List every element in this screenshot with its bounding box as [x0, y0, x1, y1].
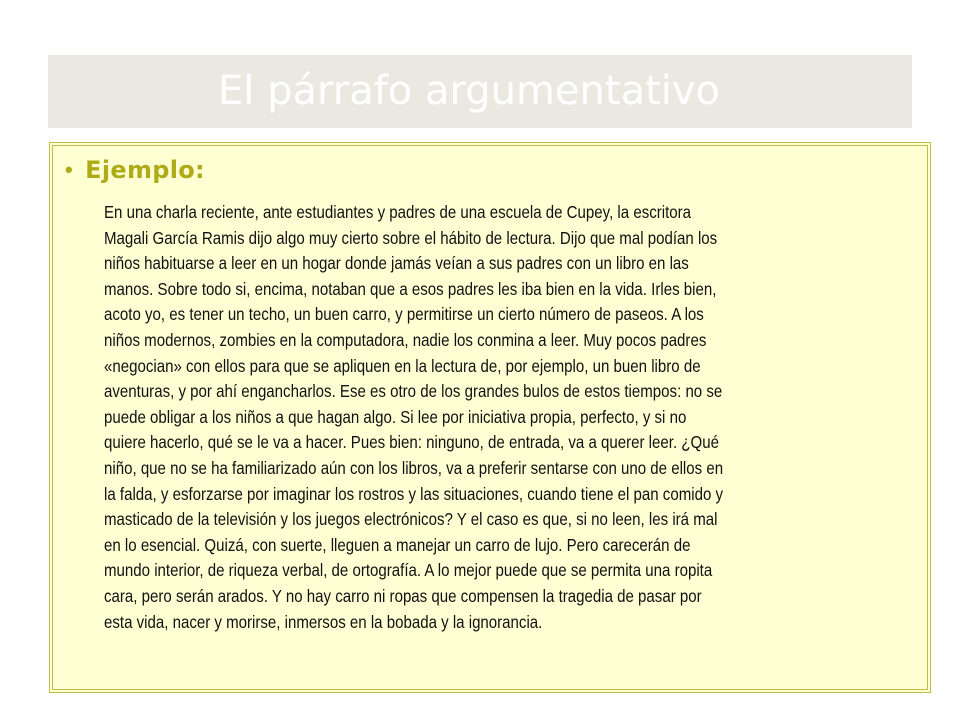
paragraph-line: quiere hacerlo, qué se le va a hacer. Pues bien: ninguno, de entrada, va a querer leer. ¿Qué	[104, 432, 719, 453]
paragraph-line: cara, pero serán arados. Y no hay carro ni ropas que compensen la tragedia de pasar por	[104, 585, 702, 606]
paragraph-line: niño, que no se ha familiarizado aún con los libros, va a preferir sentarse con uno de ellos en	[104, 457, 724, 478]
paragraph-line: la falda, y esforzarse por imaginar los rostros y las situaciones, cuando tiene el pan comido y	[104, 483, 724, 504]
paragraph-line: masticado de la televisión y los juegos electrónicos? Y el caso es que, si no leen, les irá mal	[104, 509, 718, 530]
heading-row	[65, 156, 205, 190]
paragraph-line: puede obligar a los niños a que hagan algo. Si lee por iniciativa propia, perfecto, y si no	[104, 406, 687, 427]
paragraph-line: manos. Sobre todo si, encima, notaban que a esos padres les iba bien en la vida. Irles bien,	[104, 278, 717, 299]
example-heading: Ejemplo:	[85, 156, 205, 184]
title-bar	[48, 55, 912, 128]
paragraph-line: niños habituarse a leer en un hogar donde jamás veían a sus padres con un libro en las	[104, 253, 689, 274]
paragraph-line: en lo esencial. Quizá, con suerte, lleguen a manejar un carro de lujo. Pero carecerán de	[104, 534, 691, 555]
paragraph-line: esta vida, nacer y morirse, inmersos en la bobada y la ignorancia.	[104, 611, 543, 632]
paragraph-line: niños modernos, zombies en la computadora, nadie los conmina a leer. Muy pocos padres	[104, 329, 707, 350]
paragraph-line: mundo interior, de riqueza verbal, de ortografía. A lo mejor puede que se permita una ropita	[104, 560, 713, 581]
slide-title: El párrafo argumentativo	[218, 68, 721, 114]
paragraph-line: acoto yo, es tener un techo, un buen carro, y permitirse un cierto número de paseos. A los	[104, 304, 704, 325]
paragraph-line: aventuras, y por ahí engancharlos. Ese es otro de los grandes bulos de estos tiempos: no se	[104, 381, 723, 402]
content-box	[49, 142, 931, 693]
paragraph-line: «negocian» con ellos para que se apliquen en la lectura de, por ejemplo, un buen libro de	[104, 355, 701, 376]
paragraph-line: Magali García Ramis dijo algo muy cierto sobre el hábito de lectura. Dijo que mal podían los	[104, 227, 718, 248]
bullet-icon: •	[65, 157, 73, 182]
example-paragraph	[104, 200, 928, 635]
paragraph-line: En una charla reciente, ante estudiantes y padres de una escuela de Cupey, la escritora	[104, 202, 692, 222]
